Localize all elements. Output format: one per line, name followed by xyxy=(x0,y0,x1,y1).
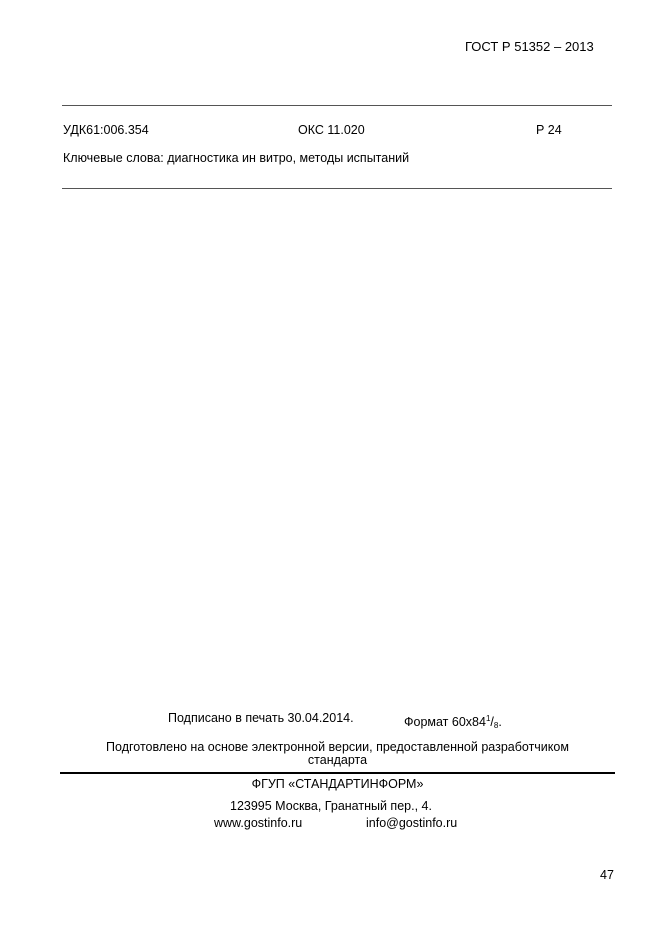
print-format xyxy=(404,711,502,733)
format-prefix: Формат 60x84 xyxy=(404,715,486,729)
publisher-name: ФГУП «СТАНДАРТИНФОРМ» xyxy=(251,777,424,791)
udk-code: УДК61:006.354 xyxy=(63,123,149,137)
publisher-divider xyxy=(60,772,615,774)
format-denominator: 8 xyxy=(493,721,499,730)
prepared-note-line2: стандарта xyxy=(307,753,368,767)
top-divider xyxy=(62,105,612,106)
oks-code: ОКС 11.020 xyxy=(298,123,365,137)
signed-date: Подписано в печать 30.04.2014. xyxy=(168,711,354,725)
group-code: Р 24 xyxy=(536,123,562,137)
format-suffix: . xyxy=(498,715,502,729)
email-link[interactable]: info@gostinfo.ru xyxy=(366,816,458,830)
prepared-note-line1: Подготовлено на основе электронной версии, предоставленной разработчиком xyxy=(106,740,569,754)
format-slash: / xyxy=(490,715,494,729)
page-number: 47 xyxy=(600,868,614,882)
format-numerator: 1 xyxy=(485,714,491,723)
keywords: Ключевые слова: диагностика ин витро, методы испытаний xyxy=(63,151,410,165)
website-link[interactable]: www.gostinfo.ru xyxy=(214,816,303,830)
standard-code: ГОСТ Р 51352 – 2013 xyxy=(465,39,594,54)
keywords-divider xyxy=(62,188,612,189)
publisher-address: 123995 Москва, Гранатный пер., 4. xyxy=(230,799,432,813)
